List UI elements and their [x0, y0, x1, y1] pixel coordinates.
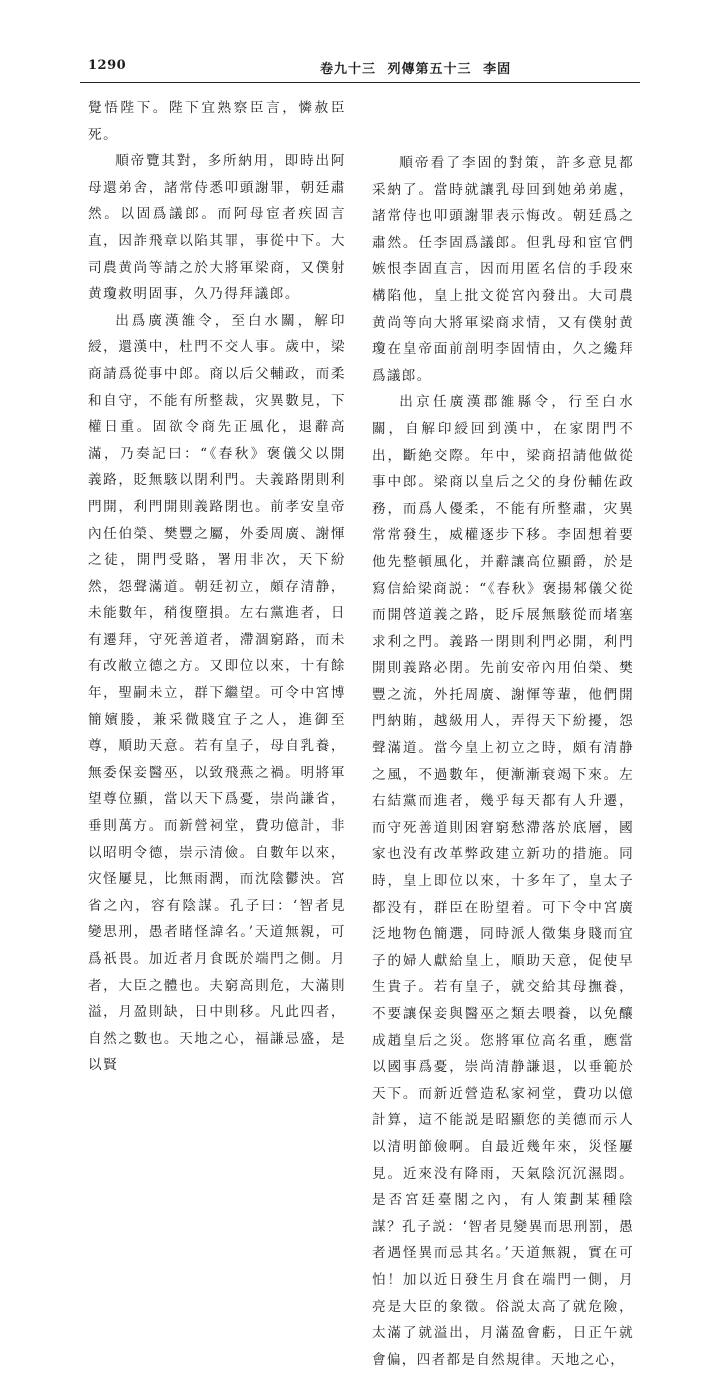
- page-number: 1290: [88, 58, 127, 73]
- running-head-volume: 卷九十三: [320, 62, 377, 77]
- translation-column: [372, 150, 634, 1373]
- running-head-section: 列傳第五十三: [387, 62, 472, 77]
- running-head-name: 李固: [483, 62, 512, 77]
- paragraph: 順帝看了李固的對策，許多意見都采納了。當時就讓乳母回到她弟弟處，諸常侍也叩頭謝罪表示悔改。朝廷爲之肅然。任李固爲議郎。但乳母和宦官們嫉恨李固直言，因而用匿名信的手段來構陷他，皇上批文從宮內發出。大司農黄尚等向大將軍梁商求情，又有僕射黄瓊在皇帝面前剖明李固情由，久之纔拜爲議郎。: [372, 155, 634, 384]
- header-rule: [80, 82, 640, 83]
- paragraph: 出京任廣漢郡雒縣令，行至白水關，自解印綬回到漢中，在家閉門不出，斷絶交際。年中，梁商招請他做從事中郎。梁商以皇后之父的身份輔佐政務，而爲人優柔，不能有所整肅，灾異常常發生，威權逐步下移。李固想着要他先整頓風化，并辭讓高位顯爵，於是寫信給梁商説：“《春秋》褒揚邾儀父從而開啓道義之路，貶斥展無駭從而堵塞求利之門。義路一閉則利門必開，利門開則義路必閉。先前安帝內用伯榮、樊豐之流，外托周廣、謝惲等輩，他們開門納賄，越級用人，弄得天下紛擾，怨聲滿道。當今皇上初立之時，頗有清静之風，不過數年，便漸漸衰竭下來。左右結黨而進者，幾乎每天都有人升遷，而守死善道則困窘窮愁滯落於底層，國家也没有改革弊政建立新功的措施。同時，皇上即位以來，十多年了，皇太子都没有，群臣在盼望着。可下令中宮廣泛地物色簡選，同時派人徵集身賤而宜子的婦人獻給皇上，順助天意，促使早生貴子。若有皇子，就交給其母撫養，不要讓保妾與醫巫之類去喂養，以免釀成趙皇后之災。您將軍位高名重，應當以國事爲憂，崇尚清静謙退，以垂範於天下。而新近營造私家祠堂，費功以億計算，這不能説是昭顯您的美德而示人以清明節儉啊。自最近幾年來，災怪屢見。近來没有降雨，天氣陰沉沉濕悶。是否宮廷臺閣之內，有人策劃某種陰謀？孔子説：‘智者見變異而思刑罰，愚者遇怪異而忌其名。’天道無親，實在可怕！加以近日發生月食在端門一側，月亮是大臣的象徵。俗説太高了就危險，太滿了就溢出，月滿盈會虧，日正午就會偏，四者都是自然規律。天地之心，: [372, 394, 634, 1368]
- paragraph: 順帝覽其對，多所納用，即時出阿母還弟舍，諸常侍悉叩頭謝罪，朝廷肅然。以固爲議郎。而阿母宦者疾固言直，因詐飛章以陷其罪，事從中下。大司農黄尚等請之於大將軍梁商，又僕射黄瓊救明固事，久乃得拜議郎。: [88, 153, 346, 303]
- paragraph: 覺悟陛下。陛下宜熟察臣言，憐赦臣死。: [88, 100, 346, 143]
- paragraph: 出爲廣漢雒令，至白水關，解印綬，還漢中，杜門不交人事。歲中，梁商請爲從事中郎。商以后父輔政，而柔和自守，不能有所整裁，灾異數見，下權日重。固欲令商先正風化，退辭高滿，乃奏記曰：“《春秋》褒儀父以開義路，貶無駭以閉利門。夫義路閉則利門開，利門開則義路閉也。前孝安皇帝內任伯榮、樊豐之屬，外委周廣、謝惲之徒，開門受賂，署用非次，天下紛然，怨聲滿道。朝廷初立，頗存清静，未能數年，稍復墮損。左右黨進者，日有遷拜，守死善道者，滯涸窮路，而未有改敝立德之方。又即位以來，十有餘年，聖嗣未立，群下繼望。可令中宮博簡嬪媵，兼采微賤宜子之人，進御至尊，順助天意。若有皇子，母自乳養，無委保妾醫巫，以致飛燕之禍。明將軍望尊位顯，當以天下爲憂，崇尚謙省，垂則萬方。而新營祠堂，費功億計，非以昭明令德，崇示清儉。自數年以來，灾怪屢見，比無雨潤，而沈陰鬱泱。宮省之內，容有陰謀。孔子曰：‘智者見變思刑，愚者睹怪諱名。’天道無親，可爲祇畏。加近者月食既於端門之側。月者，大臣之體也。夫窮高則危，大滿則溢，月盈則缺，日中則移。凡此四者，自然之數也。天地之心，福謙忌盛，是以賢: [88, 312, 346, 1074]
- original-text-column: [88, 95, 346, 1079]
- running-head: [320, 58, 517, 77]
